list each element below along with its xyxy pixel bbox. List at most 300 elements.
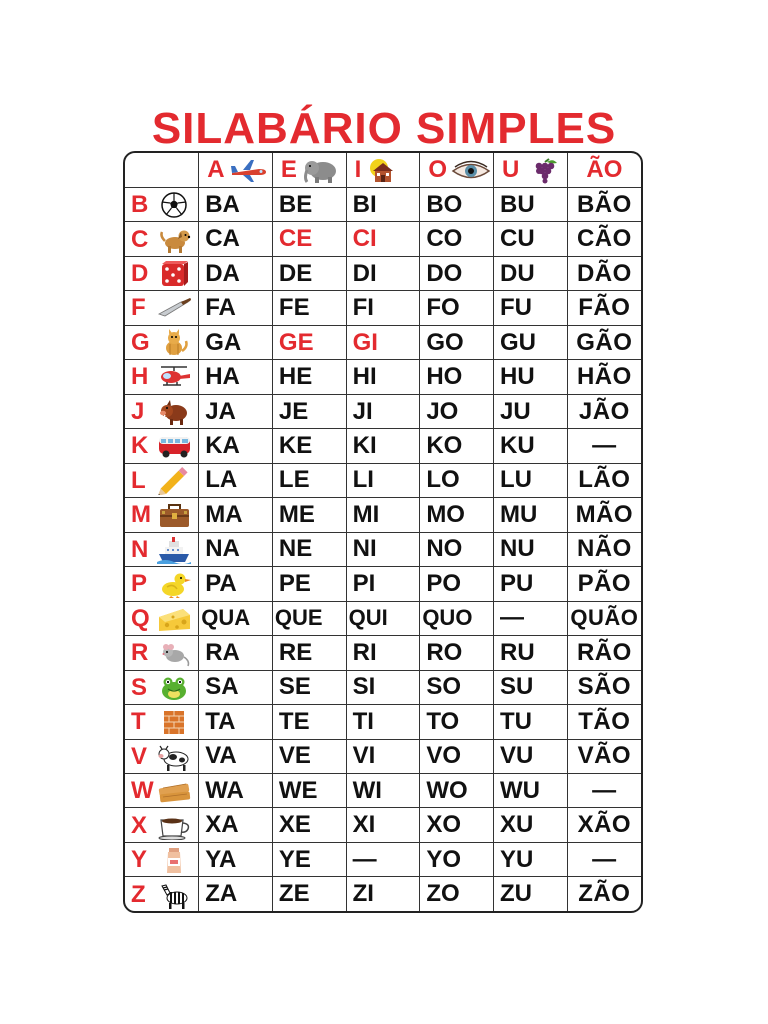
wafer-icon bbox=[157, 777, 191, 805]
syllable-text: QUÃO bbox=[570, 605, 639, 631]
syllable-ao-cell bbox=[567, 601, 641, 635]
syllable-text: — bbox=[500, 604, 525, 632]
syllable-cell bbox=[272, 808, 346, 842]
table-row bbox=[125, 429, 641, 463]
syllable-text: ZI bbox=[352, 880, 374, 908]
syllable-cell bbox=[346, 394, 420, 428]
syllable-ao-cell bbox=[567, 222, 641, 256]
syllable-text: PI bbox=[352, 569, 376, 597]
syllable-text: XE bbox=[278, 811, 311, 839]
consonant-cell bbox=[125, 325, 199, 359]
consonant-label: J bbox=[131, 397, 145, 425]
consonant-label: C bbox=[131, 225, 149, 253]
header-corner bbox=[125, 153, 199, 188]
table-row bbox=[125, 498, 641, 532]
syllable-text: GI bbox=[352, 328, 378, 356]
syllable-text: WE bbox=[278, 776, 318, 804]
syllable-text: RU bbox=[500, 638, 535, 666]
syllable-cell bbox=[199, 498, 273, 532]
syllable-text: RÃO bbox=[576, 638, 632, 666]
header-vowel-e bbox=[272, 153, 346, 188]
syllable-ao-cell bbox=[567, 773, 641, 807]
syllable-cell bbox=[272, 222, 346, 256]
soccer-ball-icon bbox=[157, 191, 191, 219]
syllable-cell bbox=[199, 670, 273, 704]
grapes-icon bbox=[523, 158, 563, 184]
pencil-icon bbox=[157, 467, 191, 495]
syllable-cell bbox=[494, 188, 568, 222]
syllable-text: HÃO bbox=[576, 363, 632, 391]
syllable-cell bbox=[199, 360, 273, 394]
syllable-cell bbox=[494, 773, 568, 807]
table-row bbox=[125, 808, 641, 842]
syllable-text: MI bbox=[352, 500, 380, 528]
consonant-label: G bbox=[131, 328, 150, 356]
frog-icon bbox=[157, 674, 191, 702]
consonant-cell bbox=[125, 636, 199, 670]
airplane-icon bbox=[229, 158, 269, 184]
syllable-text: BU bbox=[500, 190, 535, 218]
syllable-text: JE bbox=[278, 397, 309, 425]
syllable-text: KA bbox=[205, 432, 240, 460]
syllable-text: QUA bbox=[201, 605, 251, 631]
syllable-ao-cell bbox=[567, 429, 641, 463]
syllable-cell bbox=[420, 498, 494, 532]
syllable-text: FE bbox=[278, 294, 310, 322]
syllable-cell bbox=[199, 325, 273, 359]
syllable-text: HA bbox=[205, 363, 240, 391]
syllable-text: JA bbox=[205, 397, 236, 425]
consonant-cell bbox=[125, 877, 199, 911]
syllable-cell bbox=[346, 429, 420, 463]
syllable-cell bbox=[494, 808, 568, 842]
syllable-cell bbox=[272, 636, 346, 670]
consonant-cell bbox=[125, 567, 199, 601]
consonant-cell bbox=[125, 463, 199, 497]
syllable-text: VE bbox=[278, 742, 311, 770]
syllable-ao-cell bbox=[567, 532, 641, 566]
syllable-cell bbox=[272, 705, 346, 739]
syllable-cell bbox=[346, 601, 420, 635]
syllable-cell bbox=[346, 463, 420, 497]
syllable-ao-cell bbox=[567, 256, 641, 290]
consonant-label: W bbox=[131, 777, 154, 805]
syllable-text: ZO bbox=[426, 880, 460, 908]
syllable-text: CA bbox=[205, 225, 240, 253]
table-row bbox=[125, 877, 641, 911]
consonant-label: L bbox=[131, 466, 146, 494]
elephant-icon bbox=[301, 158, 341, 184]
syllable-cell bbox=[494, 325, 568, 359]
syllable-cell bbox=[272, 256, 346, 290]
syllable-cell bbox=[272, 739, 346, 773]
syllable-text: SA bbox=[205, 673, 239, 701]
syllable-text: LI bbox=[352, 466, 374, 494]
syllable-cell bbox=[420, 877, 494, 911]
consonant-label: R bbox=[131, 639, 149, 667]
syllable-text: CE bbox=[278, 225, 313, 253]
syllable-text: NE bbox=[278, 535, 313, 563]
syllable-text: FI bbox=[352, 294, 374, 322]
consonant-cell bbox=[125, 291, 199, 325]
table-row bbox=[125, 463, 641, 497]
syllable-text: ZA bbox=[205, 880, 238, 908]
syllable-ao-cell bbox=[567, 808, 641, 842]
syllable-cell bbox=[420, 429, 494, 463]
syllable-text: LU bbox=[500, 466, 533, 494]
syllable-text: — bbox=[352, 845, 377, 873]
table-row bbox=[125, 325, 641, 359]
syllable-text: GE bbox=[278, 328, 314, 356]
syllable-cell bbox=[346, 705, 420, 739]
syllable-text: BO bbox=[426, 190, 463, 218]
syllable-cell bbox=[420, 532, 494, 566]
consonant-cell bbox=[125, 705, 199, 739]
boar-icon bbox=[157, 398, 191, 426]
syllable-text: CO bbox=[426, 225, 463, 253]
consonant-cell bbox=[125, 394, 199, 428]
table-row bbox=[125, 739, 641, 773]
consonant-label: P bbox=[131, 570, 148, 598]
syllable-text: NA bbox=[205, 535, 240, 563]
syllable-ao-cell bbox=[567, 498, 641, 532]
syllable-cell bbox=[420, 360, 494, 394]
table-row bbox=[125, 670, 641, 704]
syllable-cell bbox=[346, 842, 420, 876]
consonant-cell bbox=[125, 808, 199, 842]
consonant-cell bbox=[125, 429, 199, 463]
syllable-text: VÃO bbox=[577, 742, 632, 770]
syllable-text: BI bbox=[352, 190, 377, 218]
syllable-cell bbox=[272, 394, 346, 428]
syllable-cell bbox=[199, 463, 273, 497]
syllable-text: HU bbox=[500, 363, 535, 391]
syllable-text: JÃO bbox=[578, 397, 630, 425]
cat-icon bbox=[157, 329, 191, 357]
consonant-cell bbox=[125, 670, 199, 704]
syllable-cell bbox=[494, 636, 568, 670]
syllable-text: CÃO bbox=[576, 225, 632, 253]
table-row bbox=[125, 705, 641, 739]
syllable-cell bbox=[199, 601, 273, 635]
syllable-cell bbox=[346, 636, 420, 670]
consonant-cell bbox=[125, 498, 199, 532]
syllable-text: WI bbox=[352, 776, 382, 804]
table-row bbox=[125, 394, 641, 428]
syllable-text: RE bbox=[278, 638, 313, 666]
syllable-ao-cell bbox=[567, 636, 641, 670]
syllable-text: PU bbox=[500, 569, 534, 597]
consonant-label: S bbox=[131, 673, 148, 701]
syllable-text: CI bbox=[352, 225, 377, 253]
dog-icon bbox=[157, 226, 191, 254]
syllable-text: SE bbox=[278, 673, 311, 701]
syllable-cell bbox=[346, 808, 420, 842]
syllable-text: VA bbox=[205, 742, 237, 770]
syllable-text: SU bbox=[500, 673, 534, 701]
table-row bbox=[125, 842, 641, 876]
syllable-cell bbox=[272, 188, 346, 222]
consonant-cell bbox=[125, 222, 199, 256]
syllable-text: CU bbox=[500, 225, 535, 253]
consonant-cell bbox=[125, 739, 199, 773]
syllable-text: KE bbox=[278, 432, 313, 460]
consonant-label: F bbox=[131, 294, 146, 322]
syllable-cell bbox=[199, 394, 273, 428]
consonant-label: Y bbox=[131, 845, 148, 873]
syllable-text: BA bbox=[205, 190, 240, 218]
vowel-label: A bbox=[207, 156, 225, 183]
table-row bbox=[125, 532, 641, 566]
syllable-text: RO bbox=[426, 638, 463, 666]
header-vowel-a bbox=[199, 153, 273, 188]
syllable-cell bbox=[494, 256, 568, 290]
syllable-cell bbox=[199, 532, 273, 566]
syllable-text: FÃO bbox=[578, 294, 631, 322]
syllable-text: KI bbox=[352, 432, 377, 460]
syllable-text: NÃO bbox=[576, 535, 632, 563]
table-row bbox=[125, 188, 641, 222]
syllable-cell bbox=[199, 739, 273, 773]
syllable-text: TU bbox=[500, 707, 533, 735]
vowel-label: ÃO bbox=[586, 156, 623, 183]
consonant-label: K bbox=[131, 432, 149, 460]
syllable-text: HE bbox=[278, 363, 313, 391]
syllable-text: KU bbox=[500, 432, 535, 460]
syllable-cell bbox=[346, 877, 420, 911]
syllable-cell bbox=[199, 773, 273, 807]
vowel-label: E bbox=[280, 156, 297, 183]
syllable-text: JU bbox=[500, 397, 531, 425]
syllable-text: TE bbox=[278, 707, 310, 735]
syllable-cell bbox=[420, 325, 494, 359]
syllable-text: QUI bbox=[348, 605, 388, 631]
duck-icon bbox=[157, 570, 191, 598]
table-row bbox=[125, 222, 641, 256]
syllable-cell bbox=[346, 567, 420, 601]
syllable-cell bbox=[272, 291, 346, 325]
syllable-cell bbox=[346, 532, 420, 566]
syllable-text: XO bbox=[426, 811, 461, 839]
syllable-cell bbox=[272, 325, 346, 359]
syllable-ao-cell bbox=[567, 842, 641, 876]
syllable-cell bbox=[420, 739, 494, 773]
syllable-ao-cell bbox=[567, 291, 641, 325]
syllable-cell bbox=[346, 291, 420, 325]
syllable-cell bbox=[199, 429, 273, 463]
syllable-ao-cell bbox=[567, 360, 641, 394]
consonant-cell bbox=[125, 773, 199, 807]
syllable-cell bbox=[272, 463, 346, 497]
syllable-cell bbox=[272, 567, 346, 601]
syllable-cell bbox=[420, 705, 494, 739]
syllable-text: DÃO bbox=[576, 259, 632, 287]
syllable-text: RI bbox=[352, 638, 377, 666]
syllable-cell bbox=[494, 429, 568, 463]
syllable-cell bbox=[199, 291, 273, 325]
syllable-cell bbox=[420, 188, 494, 222]
syllable-cell bbox=[346, 670, 420, 704]
knife-icon bbox=[157, 294, 191, 322]
header-vowel-u bbox=[494, 153, 568, 188]
syllable-text: JI bbox=[352, 397, 373, 425]
syllable-text: QUE bbox=[274, 605, 323, 631]
cow-icon bbox=[157, 743, 191, 771]
syllable-text: GO bbox=[426, 328, 464, 356]
syllable-text: QUO bbox=[422, 605, 473, 631]
syllable-cell bbox=[494, 877, 568, 911]
syllable-cell bbox=[420, 670, 494, 704]
syllable-cell bbox=[494, 842, 568, 876]
consonant-cell bbox=[125, 188, 199, 222]
syllable-text: BÃO bbox=[576, 190, 632, 218]
syllable-cell bbox=[272, 532, 346, 566]
syllable-cell bbox=[420, 394, 494, 428]
syllable-cell bbox=[272, 429, 346, 463]
syllable-text: NI bbox=[352, 535, 377, 563]
cup-icon bbox=[157, 812, 191, 840]
syllable-text: MA bbox=[205, 500, 243, 528]
syllable-cell bbox=[199, 567, 273, 601]
syllable-ao-cell bbox=[567, 325, 641, 359]
syllable-cell bbox=[420, 463, 494, 497]
consonant-label: Q bbox=[131, 604, 150, 632]
dice-icon bbox=[157, 260, 191, 288]
vowel-label: I bbox=[354, 156, 362, 183]
syllable-text: GÃO bbox=[576, 328, 633, 356]
syllable-text: YA bbox=[205, 845, 237, 873]
syllable-cell bbox=[272, 842, 346, 876]
syllable-ao-cell bbox=[567, 463, 641, 497]
syllable-ao-cell bbox=[567, 394, 641, 428]
syllable-text: ME bbox=[278, 500, 315, 528]
syllable-text: YE bbox=[278, 845, 311, 873]
syllable-text: MÃO bbox=[575, 500, 634, 528]
consonant-cell bbox=[125, 842, 199, 876]
syllable-cell bbox=[199, 222, 273, 256]
cheese-icon bbox=[157, 605, 191, 633]
syllable-text: DO bbox=[426, 259, 463, 287]
syllable-cell bbox=[272, 360, 346, 394]
header-vowel-ao bbox=[567, 153, 641, 188]
syllable-text: DA bbox=[205, 259, 240, 287]
syllable-text: JO bbox=[426, 397, 459, 425]
syllable-text: LO bbox=[426, 466, 460, 494]
syllable-text: ZE bbox=[278, 880, 310, 908]
table-row bbox=[125, 256, 641, 290]
consonant-label: T bbox=[131, 708, 146, 736]
syllable-text: — bbox=[592, 776, 617, 804]
syllable-cell bbox=[420, 222, 494, 256]
syllable-ao-cell bbox=[567, 567, 641, 601]
consonant-label: X bbox=[131, 811, 148, 839]
consonant-label: D bbox=[131, 260, 149, 287]
syllable-text: DE bbox=[278, 259, 313, 287]
syllable-text: VU bbox=[500, 742, 534, 770]
syllable-text: ZÃO bbox=[578, 880, 631, 908]
syllable-text: PE bbox=[278, 569, 311, 597]
syllable-cell bbox=[494, 222, 568, 256]
syllable-cell bbox=[494, 463, 568, 497]
syllable-text: TÃO bbox=[578, 707, 631, 735]
syllable-text: TA bbox=[205, 707, 236, 735]
syllable-cell bbox=[494, 567, 568, 601]
syllable-text: MU bbox=[500, 500, 538, 528]
syllable-cell bbox=[272, 498, 346, 532]
syllable-cell bbox=[272, 601, 346, 635]
syllable-text: LE bbox=[278, 466, 310, 494]
syllable-cell bbox=[346, 325, 420, 359]
header-vowel-i bbox=[346, 153, 420, 188]
syllable-text: PO bbox=[426, 569, 461, 597]
ship-icon bbox=[157, 536, 191, 564]
syllable-cell bbox=[272, 877, 346, 911]
syllable-text: RA bbox=[205, 638, 240, 666]
syllable-cell bbox=[420, 601, 494, 635]
syllable-text: WA bbox=[205, 776, 244, 804]
syllable-cell bbox=[199, 188, 273, 222]
syllable-text: XI bbox=[352, 811, 376, 839]
syllable-text: VO bbox=[426, 742, 461, 770]
syllable-text: PÃO bbox=[577, 569, 632, 597]
syllable-text: BE bbox=[278, 190, 313, 218]
syllable-text: LÃO bbox=[578, 466, 631, 494]
syllable-cell bbox=[420, 842, 494, 876]
syllable-cell bbox=[494, 705, 568, 739]
syllable-cell bbox=[420, 291, 494, 325]
syllable-text: KO bbox=[426, 432, 463, 460]
syllable-text: PA bbox=[205, 569, 237, 597]
table-row bbox=[125, 773, 641, 807]
syllable-cell bbox=[420, 567, 494, 601]
syllable-ao-cell bbox=[567, 705, 641, 739]
syllable-text: — bbox=[592, 845, 617, 873]
syllable-cell bbox=[494, 532, 568, 566]
table-row bbox=[125, 360, 641, 394]
yogurt-icon bbox=[157, 846, 191, 874]
syllable-text: XA bbox=[205, 811, 239, 839]
header-vowel-o bbox=[420, 153, 494, 188]
page-title: SILABÁRIO SIMPLES bbox=[151, 104, 617, 153]
table-row bbox=[125, 567, 641, 601]
syllable-cell bbox=[346, 773, 420, 807]
syllable-cell bbox=[346, 739, 420, 773]
suitcase-icon bbox=[157, 501, 191, 529]
syllable-cell bbox=[346, 188, 420, 222]
syllable-text: — bbox=[592, 432, 617, 460]
syllable-text: XÃO bbox=[577, 811, 632, 839]
helicopter-icon bbox=[157, 363, 191, 391]
syllable-cell bbox=[346, 256, 420, 290]
table-row bbox=[125, 291, 641, 325]
vowel-label: O bbox=[428, 156, 447, 183]
syllable-cell bbox=[346, 498, 420, 532]
consonant-cell bbox=[125, 256, 199, 290]
consonant-label: V bbox=[131, 742, 148, 770]
syllable-cell bbox=[346, 222, 420, 256]
syllable-cell bbox=[199, 636, 273, 670]
syllable-ao-cell bbox=[567, 188, 641, 222]
syllable-text: YU bbox=[500, 845, 534, 873]
syllable-text: HI bbox=[352, 363, 377, 391]
syllable-text: WO bbox=[426, 776, 468, 804]
zebra-icon bbox=[157, 881, 191, 909]
syllable-text: GU bbox=[500, 328, 537, 356]
syllable-cell bbox=[494, 394, 568, 428]
syllable-cell bbox=[420, 636, 494, 670]
syllable-cell bbox=[199, 256, 273, 290]
syllable-cell bbox=[420, 773, 494, 807]
